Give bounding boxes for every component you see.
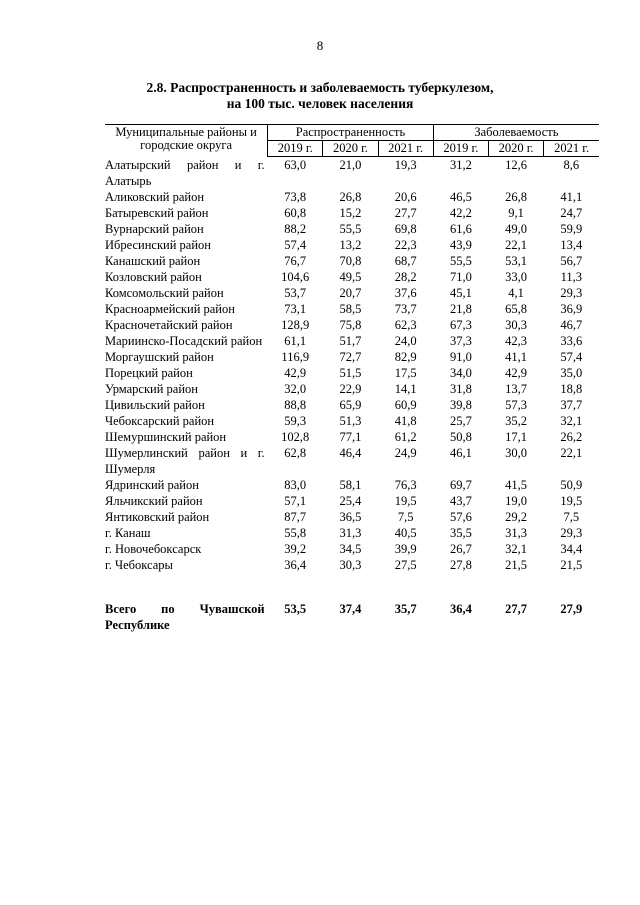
value-cell: 59,3 (284, 413, 307, 428)
region-name: Шемуршинский район (105, 429, 227, 444)
value-cell: 33,0 (505, 269, 528, 284)
value-cell: 26,2 (560, 429, 583, 444)
table-body (105, 157, 599, 633)
value-cell: 43,7 (449, 493, 472, 508)
value-cell: 24,9 (394, 445, 417, 460)
value-cell: 60,8 (284, 205, 307, 220)
value-cell: 76,3 (394, 477, 417, 492)
value-cell: 37,3 (449, 333, 472, 348)
value-cell: 40,5 (394, 525, 417, 540)
table-row (105, 317, 599, 333)
value-cell: 41,8 (394, 413, 417, 428)
value-cell: 71,0 (449, 269, 472, 284)
value-cell: 116,9 (281, 349, 310, 364)
value-cell: 27,5 (394, 557, 417, 572)
value-cell: 17,5 (394, 365, 417, 380)
value-cell: 82,9 (394, 349, 417, 364)
spacer-cell (105, 573, 599, 601)
value-cell: 9,1 (508, 205, 524, 220)
table-row-total (105, 601, 599, 633)
value-cell: 49,5 (339, 269, 362, 284)
value-cell: 42,9 (505, 365, 528, 380)
region-name: г. Чебоксары (105, 557, 173, 572)
region-name: Красноармейский район (105, 301, 235, 316)
region-name: Аликовский район (105, 189, 205, 204)
value-cell: 63,0 (284, 158, 307, 172)
value-cell: 57,4 (284, 237, 307, 252)
value-cell: 15,2 (339, 205, 362, 220)
value-cell: 88,2 (284, 221, 307, 236)
value-cell: 104,6 (281, 269, 310, 284)
value-cell: 29,3 (560, 525, 583, 540)
value-cell: 32,1 (560, 413, 583, 428)
value-cell: 67,3 (449, 317, 472, 332)
region-name: Урмарский район (105, 381, 198, 396)
value-cell: 30,0 (505, 445, 528, 460)
value-cell: 30,3 (505, 317, 528, 332)
value-cell: 33,6 (560, 333, 583, 348)
value-cell: 70,8 (339, 253, 362, 268)
region-name: Красночетайский район (105, 317, 233, 332)
region-name: Ядринский район (105, 477, 199, 492)
table-row (105, 253, 599, 269)
value-cell: 7,5 (397, 509, 414, 524)
value-cell: 91,0 (449, 349, 472, 364)
value-cell: 45,1 (449, 285, 472, 300)
table-title (0, 80, 640, 112)
value-cell: 22,1 (560, 445, 583, 460)
table-row (105, 445, 599, 477)
table-row (105, 413, 599, 429)
value-cell: 65,9 (339, 397, 362, 412)
value-cell: 21,5 (505, 557, 528, 572)
value-cell: 26,8 (339, 189, 362, 204)
value-cell: 42,2 (449, 205, 472, 220)
value-cell: 37,6 (394, 285, 417, 300)
value-cell: 88,8 (284, 397, 307, 412)
value-cell: 22,1 (505, 237, 528, 252)
table-row (105, 189, 599, 205)
column-header-year: 2020 г. (488, 141, 543, 157)
value-cell: 27,9 (560, 601, 583, 616)
region-name: Всего по Чувашской Республике (105, 601, 265, 632)
value-cell: 27,7 (394, 205, 417, 220)
value-cell: 21,0 (339, 158, 362, 172)
value-cell: 61,6 (449, 221, 472, 236)
value-cell: 41,1 (560, 189, 583, 204)
table-row (105, 509, 599, 525)
value-cell: 65,8 (505, 301, 528, 316)
region-name: Ибресинский район (105, 237, 211, 252)
title-line-2: на 100 тыс. человек населения (226, 96, 414, 111)
region-name: Шумерлинский район и г. Шумерля (105, 445, 265, 476)
value-cell: 4,1 (508, 285, 524, 300)
value-cell: 58,1 (339, 477, 362, 492)
value-cell: 20,7 (339, 285, 362, 300)
value-cell: 34,4 (560, 541, 583, 556)
table-row (105, 557, 599, 573)
value-cell: 72,7 (339, 349, 362, 364)
value-cell: 25,4 (339, 493, 362, 508)
table-row (105, 237, 599, 253)
value-cell: 39,2 (284, 541, 307, 556)
table-row (105, 205, 599, 221)
value-cell: 39,9 (394, 541, 417, 556)
value-cell: 53,1 (505, 253, 528, 268)
value-cell: 31,3 (339, 525, 362, 540)
value-cell: 51,5 (339, 365, 362, 380)
value-cell: 73,8 (284, 189, 307, 204)
table-row (105, 365, 599, 381)
table-row (105, 269, 599, 285)
value-cell: 60,9 (394, 397, 417, 412)
value-cell: 46,7 (560, 317, 583, 332)
value-cell: 19,5 (560, 493, 583, 508)
table-row (105, 285, 599, 301)
value-cell: 55,5 (449, 253, 472, 268)
region-name: г. Канаш (105, 525, 151, 540)
value-cell: 14,1 (394, 381, 417, 396)
value-cell: 128,9 (281, 317, 310, 332)
value-cell: 36,5 (339, 509, 362, 524)
title-line-1: 2.8. Распространенность и заболеваемость туберкулезом, (146, 80, 494, 95)
table-row (105, 333, 599, 349)
region-name: Порецкий район (105, 365, 193, 380)
value-cell: 37,4 (339, 601, 362, 616)
value-cell: 55,8 (284, 525, 307, 540)
value-cell: 25,7 (449, 413, 472, 428)
column-group-incidence: Заболеваемость (433, 125, 599, 141)
value-cell: 61,2 (394, 429, 417, 444)
value-cell: 22,9 (339, 381, 362, 396)
value-cell: 31,2 (449, 158, 472, 172)
value-cell: 27,7 (505, 601, 528, 616)
value-cell: 19,3 (394, 158, 417, 172)
region-name: Козловский район (105, 269, 202, 284)
value-cell: 57,4 (560, 349, 583, 364)
value-cell: 62,8 (284, 445, 307, 460)
value-cell: 26,7 (449, 541, 472, 556)
value-cell: 62,3 (394, 317, 417, 332)
value-cell: 83,0 (284, 477, 307, 492)
value-cell: 32,1 (505, 541, 528, 556)
value-cell: 19,0 (505, 493, 528, 508)
value-cell: 50,9 (560, 477, 583, 492)
value-cell: 13,2 (339, 237, 362, 252)
value-cell: 59,9 (560, 221, 583, 236)
value-cell: 11,3 (560, 269, 583, 284)
region-name: Цивильский район (105, 397, 205, 412)
value-cell: 46,1 (449, 445, 472, 460)
table-row (105, 525, 599, 541)
value-cell: 13,4 (560, 237, 583, 252)
value-cell: 12,6 (505, 158, 528, 172)
table-row (105, 493, 599, 509)
value-cell: 35,7 (394, 601, 417, 616)
value-cell: 73,1 (284, 301, 307, 316)
value-cell: 41,5 (505, 477, 528, 492)
value-cell: 37,7 (560, 397, 583, 412)
value-cell: 87,7 (284, 509, 307, 524)
value-cell: 34,5 (339, 541, 362, 556)
column-header-region: Муниципальные районы и городские округа (105, 125, 268, 157)
tuberculosis-table (105, 124, 599, 633)
region-name: г. Новочебоксарск (105, 541, 202, 556)
value-cell: 49,0 (505, 221, 528, 236)
value-cell: 46,5 (449, 189, 472, 204)
value-cell: 57,6 (449, 509, 472, 524)
value-cell: 35,2 (505, 413, 528, 428)
value-cell: 36,4 (284, 557, 307, 572)
column-header-year: 2021 г. (544, 141, 599, 157)
value-cell: 20,6 (394, 189, 417, 204)
region-name: Чебоксарский район (105, 413, 215, 428)
value-cell: 29,2 (505, 509, 528, 524)
value-cell: 27,8 (449, 557, 472, 572)
value-cell: 53,5 (284, 601, 307, 616)
column-header-year: 2020 г. (323, 141, 378, 157)
region-name: Моргаушский район (105, 349, 214, 364)
value-cell: 34,0 (449, 365, 472, 380)
spacer-row (105, 573, 599, 601)
column-group-prevalence: Распространенность (268, 125, 434, 141)
value-cell: 39,8 (449, 397, 472, 412)
value-cell: 68,7 (394, 253, 417, 268)
value-cell: 22,3 (394, 237, 417, 252)
region-name: Алатырский район и г. Алатырь (105, 157, 265, 188)
value-cell: 35,0 (560, 365, 583, 380)
value-cell: 50,8 (449, 429, 472, 444)
value-cell: 46,4 (339, 445, 362, 460)
value-cell: 102,8 (281, 429, 310, 444)
table-row (105, 429, 599, 445)
table-row (105, 541, 599, 557)
value-cell: 21,8 (449, 301, 472, 316)
value-cell: 24,0 (394, 333, 417, 348)
value-cell: 51,7 (339, 333, 362, 348)
value-cell: 51,3 (339, 413, 362, 428)
value-cell: 26,8 (505, 189, 528, 204)
column-header-year: 2021 г. (378, 141, 433, 157)
value-cell: 13,7 (505, 381, 528, 396)
region-name: Яльчикский район (105, 493, 203, 508)
region-name: Мариинско-Посадский район (105, 333, 263, 348)
table-row (105, 397, 599, 413)
value-cell: 42,9 (284, 365, 307, 380)
value-cell: 57,1 (284, 493, 307, 508)
value-cell: 61,1 (284, 333, 307, 348)
value-cell: 29,3 (560, 285, 583, 300)
region-name: Батыревский район (105, 205, 209, 220)
page-number: 8 (316, 38, 324, 53)
table-row (105, 221, 599, 237)
value-cell: 56,7 (560, 253, 583, 268)
value-cell: 21,5 (560, 557, 583, 572)
value-cell: 30,3 (339, 557, 362, 572)
column-header-year: 2019 г. (433, 141, 488, 157)
value-cell: 35,5 (449, 525, 472, 540)
value-cell: 55,5 (339, 221, 362, 236)
value-cell: 73,7 (394, 301, 417, 316)
value-cell: 75,8 (339, 317, 362, 332)
value-cell: 7,5 (563, 509, 580, 524)
value-cell: 42,3 (505, 333, 528, 348)
column-header-year: 2019 г. (268, 141, 323, 157)
region-name: Янтиковский район (105, 509, 210, 524)
value-cell: 76,7 (284, 253, 307, 268)
value-cell: 53,7 (284, 285, 307, 300)
value-cell: 43,9 (449, 237, 472, 252)
table-row (105, 349, 599, 365)
value-cell: 8,6 (563, 158, 580, 172)
value-cell: 77,1 (339, 429, 362, 444)
region-name: Канашский район (105, 253, 201, 268)
value-cell: 36,9 (560, 301, 583, 316)
value-cell: 36,4 (449, 601, 472, 616)
table-row (105, 381, 599, 397)
table-row (105, 301, 599, 317)
value-cell: 18,8 (560, 381, 583, 396)
table-row (105, 157, 599, 189)
value-cell: 31,3 (505, 525, 528, 540)
value-cell: 41,1 (505, 349, 528, 364)
region-name: Вурнарский район (105, 221, 204, 236)
value-cell: 19,5 (394, 493, 417, 508)
value-cell: 28,2 (394, 269, 417, 284)
value-cell: 69,7 (449, 477, 472, 492)
value-cell: 31,8 (449, 381, 472, 396)
table-row (105, 477, 599, 493)
value-cell: 32,0 (284, 381, 307, 396)
value-cell: 17,1 (505, 429, 528, 444)
value-cell: 69,8 (394, 221, 417, 236)
region-name: Комсомольский район (105, 285, 224, 300)
value-cell: 24,7 (560, 205, 583, 220)
value-cell: 57,3 (505, 397, 528, 412)
value-cell: 58,5 (339, 301, 362, 316)
